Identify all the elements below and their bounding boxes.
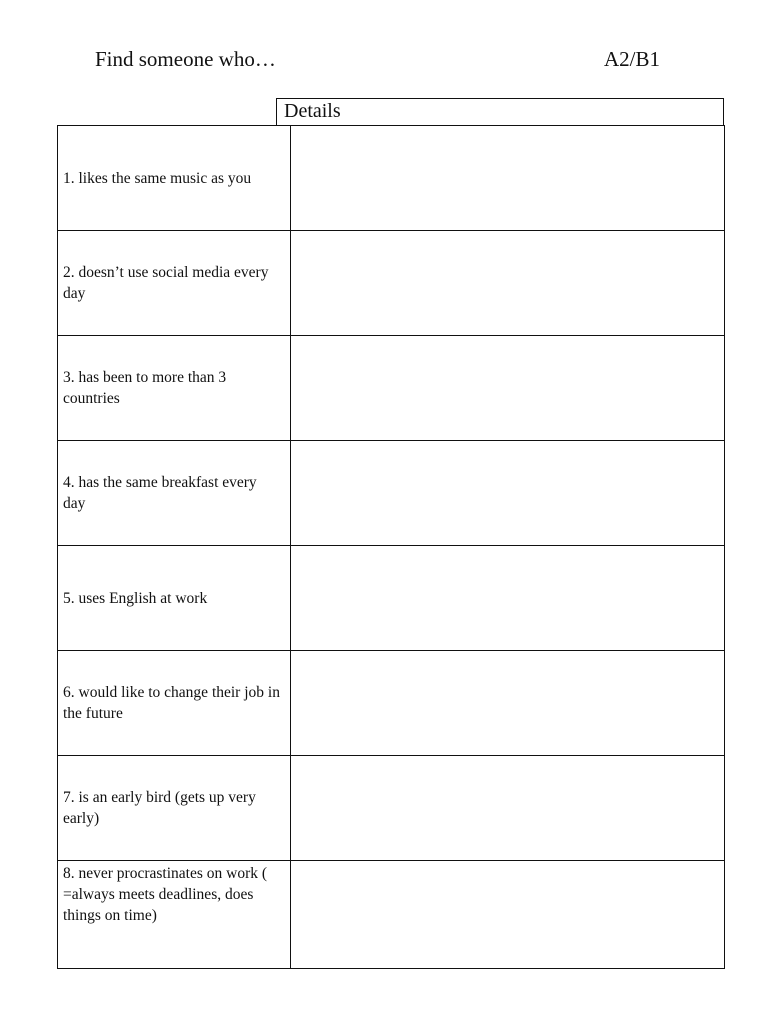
prompt-cell: 2. doesn’t use social media every day: [58, 231, 291, 336]
page-title: Find someone who…: [95, 47, 276, 71]
details-cell[interactable]: [291, 441, 725, 546]
details-cell[interactable]: [291, 231, 725, 336]
table-row: [58, 861, 725, 969]
table-row: [58, 441, 725, 546]
details-cell[interactable]: [291, 336, 725, 441]
details-cell[interactable]: [291, 651, 725, 756]
table-row: [58, 651, 725, 756]
prompt-cell: 3. has been to more than 3 countries: [58, 336, 291, 441]
table-row: [58, 756, 725, 861]
table-row: [58, 546, 725, 651]
table-row: [58, 231, 725, 336]
find-someone-table: [57, 125, 725, 969]
prompt-cell: 7. is an early bird (gets up very early): [58, 756, 291, 861]
table-row: [58, 336, 725, 441]
prompt-cell: 1. likes the same music as you: [58, 126, 291, 231]
details-column-header: Details: [276, 98, 724, 125]
prompt-cell: 6. would like to change their job in the future: [58, 651, 291, 756]
details-cell[interactable]: [291, 861, 725, 969]
details-cell[interactable]: [291, 126, 725, 231]
prompt-cell: 4. has the same breakfast every day: [58, 441, 291, 546]
prompt-cell: 5. uses English at work: [58, 546, 291, 651]
level-label: A2/B1: [604, 47, 661, 71]
table-row: [58, 126, 725, 231]
prompt-cell: 8. never procrastinates on work ( =always meets deadlines, does things on time): [58, 861, 291, 969]
details-cell[interactable]: [291, 756, 725, 861]
details-cell[interactable]: [291, 546, 725, 651]
